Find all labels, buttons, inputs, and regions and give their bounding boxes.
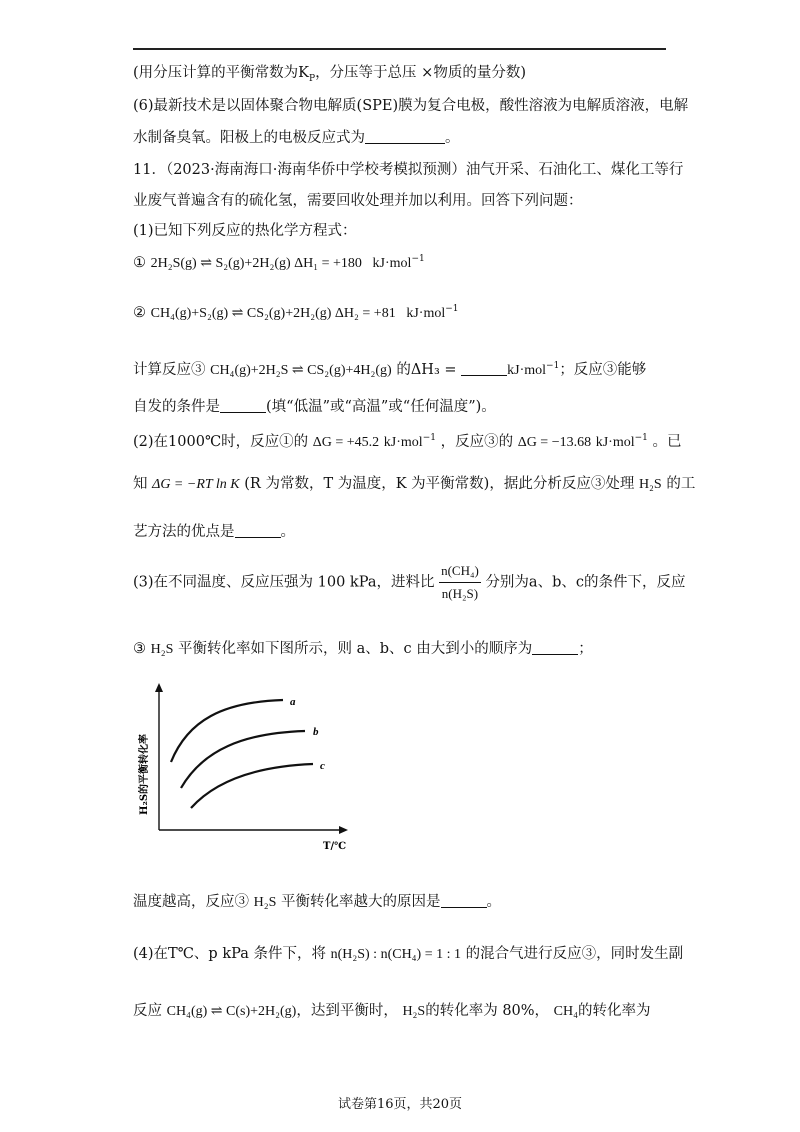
kp-note: (用分压计算的平衡常数为$K_P$，分压等于总压 ×物质的量分数) (133, 65, 526, 84)
q3-line-3: 温度越高，反应③ H₂S 平衡转化率越大的原因是 。 (133, 894, 501, 910)
y-axis-arrow (155, 683, 163, 692)
q3-line-2: ③ H₂S 平衡转化率如下图所示，则 a、b、c 由大到小的顺序为 ； (133, 641, 593, 657)
calc-line: 计算反应③ CH₄(g)+2H₂S ⇌ CS₂(g)+4H₂(g) 的ΔH₃ = kJ·mol$^{-1}$；反应③能够 (133, 361, 647, 378)
q4-line-1: (4)在T℃、p kPa 条件下，将 n(H₂S) : n(CH₄) = 1 : 1 的混合气进行反应③，同时发生副 (133, 946, 684, 962)
q6-line-2: 水制备臭氧。阳极上的电极反应式为 。 (133, 130, 460, 146)
answer-blank[interactable] (220, 399, 266, 413)
q2-line-3: 艺方法的优点是 。 (133, 524, 295, 540)
x-axis-label: T/℃ (323, 841, 347, 852)
answer-blank[interactable] (235, 524, 281, 538)
feed-ratio-fraction: $\frac{\text{n(CH₄)}}{\text{n(H₂S)}}$ (439, 560, 481, 605)
header-rule (133, 48, 666, 50)
curve-label-b: b (313, 726, 319, 738)
q2-line-2: 知 ΔG = −RT ln K (R 为常数，T 为温度，K 为平衡常数)，据此分析反应③处理 H₂S 的工 (133, 476, 696, 492)
answer-blank[interactable] (365, 130, 445, 144)
curve-b (181, 731, 305, 788)
page-footer: 试卷第16页，共20页 (337, 1097, 463, 1112)
q6-line-1: (6)最新技术是以固体聚合物电解质(SPE)膜为复合电极，酸性溶液为电解质溶液，电解 (133, 98, 689, 114)
y-axis-label: H₂S的平衡转化率 (139, 733, 150, 815)
x-axis-arrow (339, 826, 348, 834)
curve-c (191, 764, 313, 808)
q11-line-2: 业废气普遍含有的硫化氢，需要回收处理并加以利用。回答下列问题： (133, 193, 583, 209)
spont-line: 自发的条件是 (填“低温”或“高温”或“任何温度”)。 (133, 399, 496, 415)
q11-line-1: 11．（2023·海南海口·海南华侨中学校考模拟预测）油气开采、石油化工、煤化工等行 (133, 162, 684, 178)
q2-line-1: (2)在1000℃时，反应①的 ΔG = +45.2 kJ·mol$^{-1}$ ，反应③的 ΔG = −13.68 kJ·mol$^{-1}$ 。已 (133, 433, 682, 450)
q3-line-1: (3)在不同温度、反应压强为 100 kPa，进料比 $\frac{\text{n(CH₄)}}{\text{n(H₂S)}}$ 分别为a、b、c的条件下，反应 (133, 560, 685, 605)
conversion-chart (133, 680, 363, 855)
curve-label-c: c (320, 760, 325, 772)
equation-2: ② CH₄(g)+S₂(g) ⇌ CS₂(g)+2H₂(g) ΔH₂ = +81 kJ·mol$^{-1}$ (133, 304, 459, 321)
answer-blank[interactable] (532, 641, 578, 655)
curve-label-a: a (290, 696, 296, 708)
q4-line-2: 反应 CH₄(g) ⇌ C(s)+2H₂(g)，达到平衡时， H₂S的转化率为 80%， CH₄的转化率为 (133, 1003, 651, 1019)
q1-heading: (1)已知下列反应的热化学方程式： (133, 223, 357, 239)
equation-1: ① 2H₂S(g) ⇌ S₂(g)+2H₂(g) ΔH₁ = +180 kJ·mol$^{-1}$ (133, 254, 425, 271)
answer-blank[interactable] (441, 894, 487, 908)
curve-a (171, 700, 283, 762)
answer-blank[interactable] (461, 362, 507, 376)
